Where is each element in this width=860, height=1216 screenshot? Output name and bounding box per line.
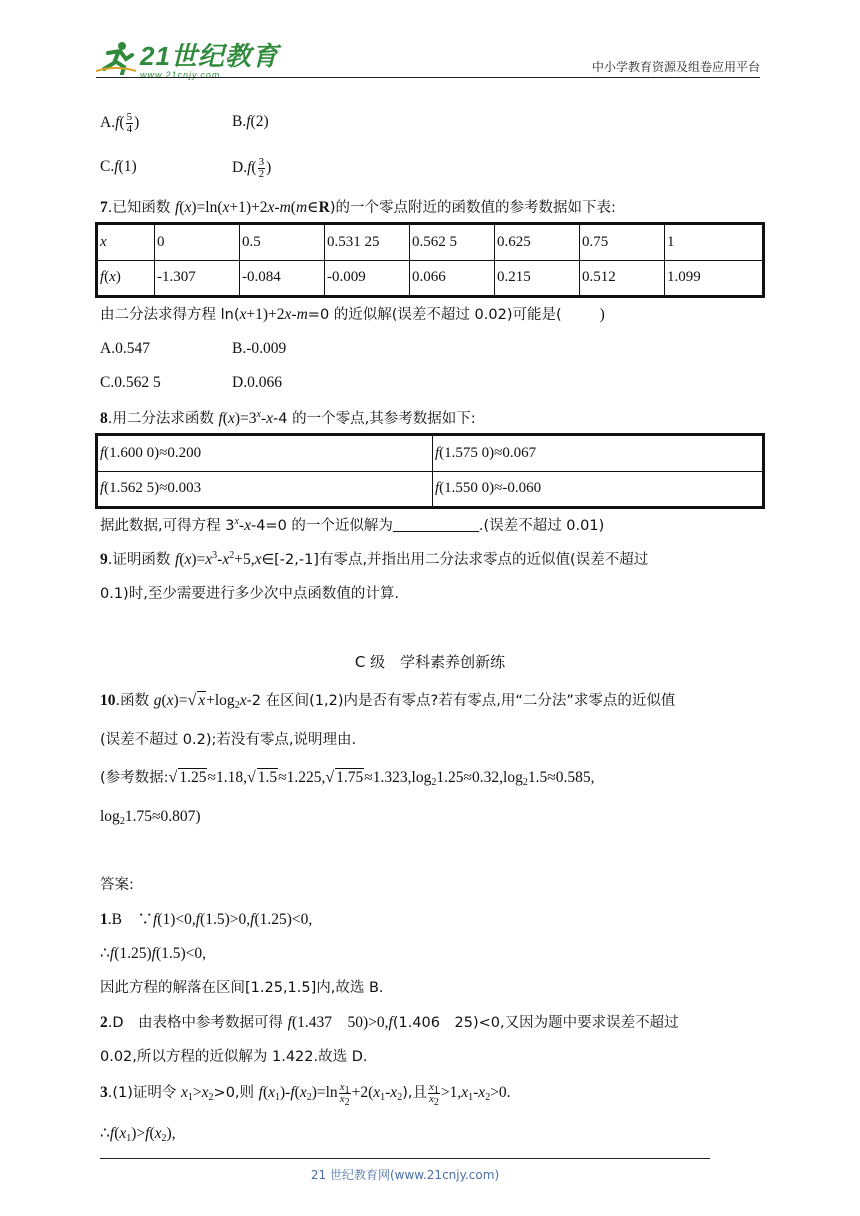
q6-option-a: A.f( $\frac{5}{4}$ ) <box>100 111 140 135</box>
table-cell: 0.625 <box>495 225 580 261</box>
q7-question: 由二分法求得方程 ln(x+1)+2x-m=0 的近似解(误差不超过 0.02)可能是( ) <box>100 306 605 323</box>
q10-reference-line1: (参考数据:√ 1.25≈1.18,√ 1.5≈1.225,√ $1.75\approx 1.323,\log_21.25\approx 0.32,\log_21.5\approx 0.585$, <box>100 769 595 788</box>
table-cell: f(1.600 0)≈0.200 <box>98 436 433 472</box>
q8-tail: 据此数据,可得方程 $3^x-x-4=0$ 的一个近似解为 .(误差不超过 0.01) <box>100 516 605 534</box>
q8-table <box>95 433 765 509</box>
table-cell: 0.531 25 <box>325 225 410 261</box>
table-cell: f(1.550 0)≈-0.060 <box>433 471 763 507</box>
q10-stem-line1: 10.函数 g(x)=√ $x+\log_2x-2$ 在区间(1,2)内是否有零点?若有零点,用“二分法”求零点的近似值 <box>100 692 676 711</box>
table-cell: -0.009 <box>325 260 410 296</box>
q7-stem: 7.已知函数 f(x)=ln(x+1)+2x-m(m∈R)的一个零点附近的函数值的参考数据如下表: <box>100 199 616 216</box>
table-cell: 0.215 <box>495 260 580 296</box>
table-cell: f(1.562 5)≈0.003 <box>98 471 433 507</box>
answer-3-line1: 3.(1)证明令 $x_1>x_2>0$,则 $f(x_1)-f(x_2)=\ln$ $\frac{x_1}{x_2}$ $+2(x_1-x_2)$,且 $\frac{x_1}{x_2}$ $>1,x_1-x_2>0$. <box>100 1081 511 1108</box>
table-cell: 0.512 <box>580 260 665 296</box>
table-cell: 0.562 5 <box>410 225 495 261</box>
answer-3-line2: $\therefore f(x_1)>f(x_2)$, <box>100 1125 176 1144</box>
answer-blank <box>393 517 479 532</box>
table-row: x 0 0.5 0.531 25 0.562 5 0.625 0.75 1 <box>98 225 763 261</box>
q10-reference-line2: $\log_21.75\approx 0.807$) <box>100 808 201 827</box>
table-row: f(x) -1.307 -0.084 -0.009 0.066 0.215 0.512 1.099 <box>98 260 763 296</box>
table-cell: 0.75 <box>580 225 665 261</box>
q10-stem-line2: (误差不超过 0.2);若没有零点,说明理由. <box>100 732 357 748</box>
q7-option-a: A.0.547 <box>100 340 150 357</box>
logo-title: 21世纪教育 <box>140 41 279 71</box>
section-heading: C 级 学科素养创新练 <box>354 653 506 671</box>
footer-link[interactable]: 21 世纪教育网(www.21cnjy.com) <box>310 1168 500 1182</box>
table-cell: -1.307 <box>155 260 240 296</box>
table-cell: f(1.575 0)≈0.067 <box>433 436 763 472</box>
answer-1-line2: ∴f(1.25)f(1.5)<0, <box>100 945 207 962</box>
q8-stem: 8.用二分法求函数 $f(x)=3^x-x-4$ 的一个零点,其参考数据如下: <box>100 409 476 427</box>
q7-option-d: D.0.066 <box>232 374 282 391</box>
table-cell: 0.066 <box>410 260 495 296</box>
header-platform-text: 中小学教育资源及组卷应用平台 <box>591 60 760 74</box>
table-cell: 0 <box>155 225 240 261</box>
runner-logo-icon <box>96 41 136 75</box>
answer-2-line1: 2.D 由表格中参考数据可得 f(1.437 50)>0,f(1.406 25)<0,又因为题中要求误差不超过 <box>100 1014 679 1031</box>
footer-divider <box>100 1158 710 1159</box>
q9-stem-line2: 0.1)时,至少需要进行多少次中点函数值的计算. <box>100 586 399 602</box>
q6-option-b: B.f(2) <box>232 113 269 130</box>
table-row <box>98 471 763 507</box>
answer-2-line2: 0.02,所以方程的近似解为 1.422.故选 D. <box>100 1049 368 1065</box>
site-logo[interactable] <box>96 36 279 80</box>
q7-table <box>95 222 765 298</box>
answer-1-line1: 1.B ∵f(1)<0,f(1.5)>0,f(1.25)<0, <box>100 911 313 928</box>
table-row <box>98 436 763 472</box>
logo-url: www.21cnjy.com <box>140 70 221 80</box>
q7-option-b: B.-0.009 <box>232 340 287 357</box>
q6-option-d: D.f( $\frac{3}{2}$ ) <box>232 156 272 180</box>
table-cell: 0.5 <box>240 225 325 261</box>
q9-stem-line1: 9.证明函数 $f(x)=x^3-x^2+5,x\in[-2,-1]$有零点,并指出用二分法求零点的近似值(误差不超过 <box>100 550 649 568</box>
answers-title: 答案: <box>100 877 134 893</box>
table-cell: 1.099 <box>665 260 763 296</box>
q6-option-c: C.f(1) <box>100 158 137 175</box>
q7-option-c: C.0.562 5 <box>100 374 161 391</box>
page-header <box>96 30 760 80</box>
table-cell: 1 <box>665 225 763 261</box>
answer-1-line3: 因此方程的解落在区间[1.25,1.5]内,故选 B. <box>100 980 384 996</box>
header-divider <box>96 77 760 78</box>
table-cell: -0.084 <box>240 260 325 296</box>
